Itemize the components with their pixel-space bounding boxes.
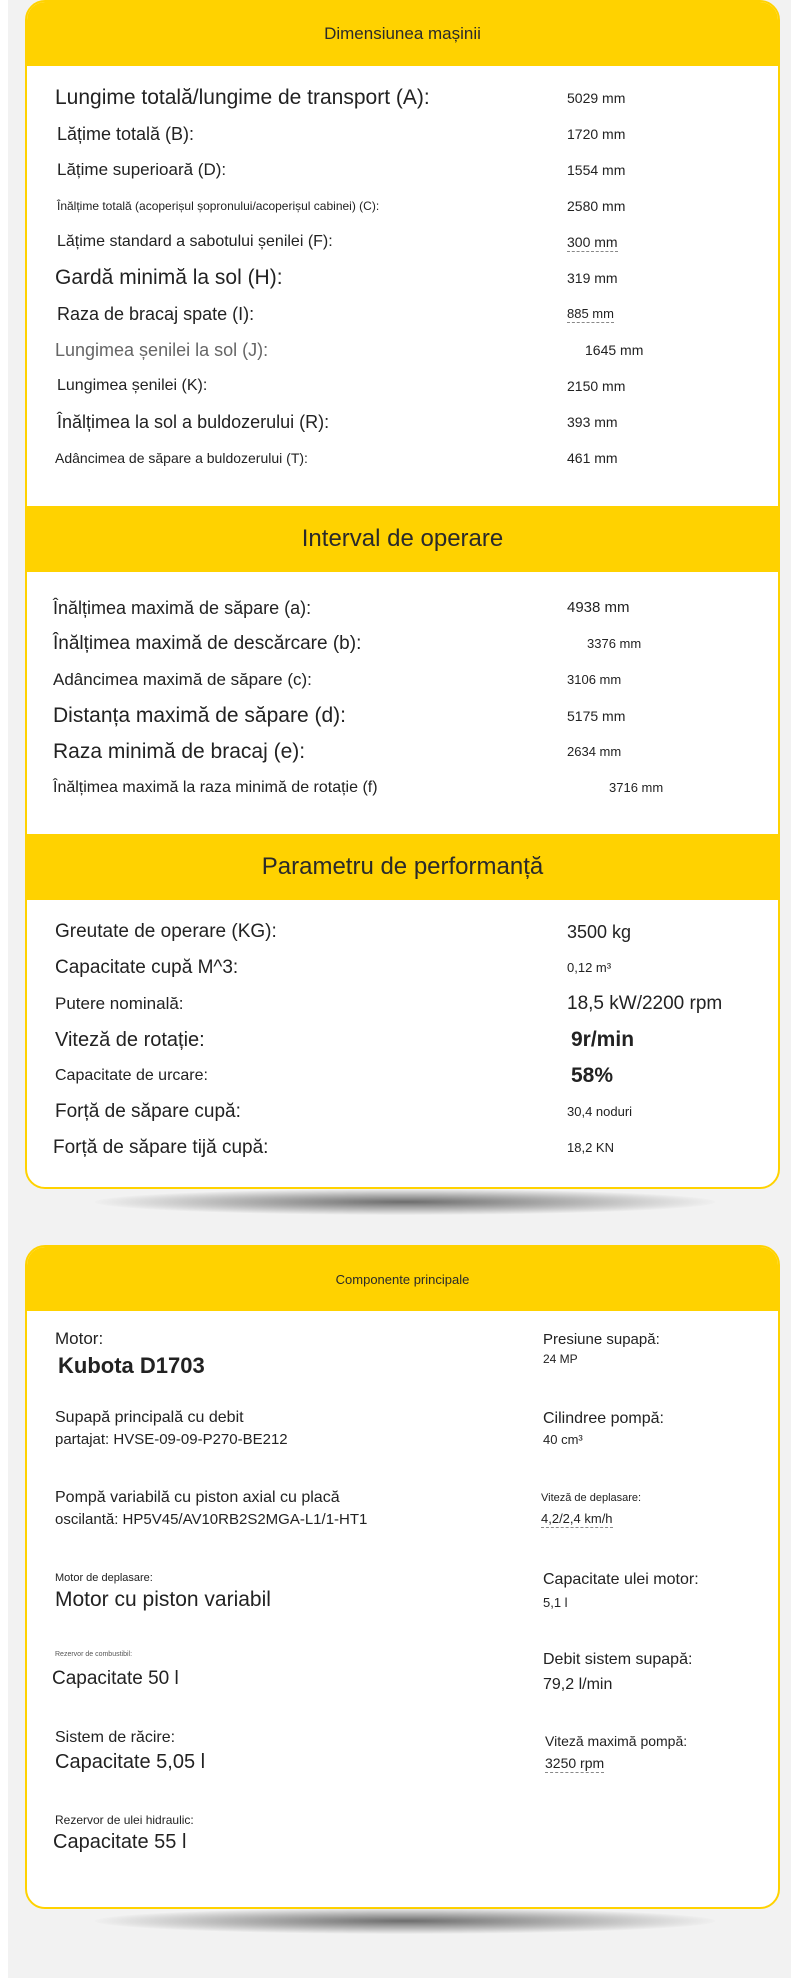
row-label: Raza de bracaj spate (I):: [57, 304, 255, 324]
row-label: Viteză de rotație:: [55, 1029, 205, 1051]
table-row: [27, 914, 778, 950]
card-shadow: [95, 1189, 715, 1215]
operating-title: Interval de operare: [301, 525, 504, 552]
row-value: 9r/min: [571, 1028, 635, 1051]
components-header: [27, 1247, 778, 1311]
component-pump: [55, 1489, 367, 1528]
component-value: Capacitate 50 l: [52, 1668, 179, 1689]
row-label: Adâncimea maximă de săpare (c):: [53, 670, 312, 689]
table-row: [27, 626, 778, 662]
table-row: [27, 440, 778, 476]
component-engine-oil: [543, 1571, 699, 1610]
component-value: 24 MP: [543, 1352, 578, 1366]
row-label: Lungimea șenilei (K):: [57, 377, 208, 394]
component-valve-flow: [543, 1651, 692, 1694]
row-value: 1645 mm: [585, 342, 644, 358]
component-caption: Capacitate ulei motor:: [543, 1571, 699, 1588]
component-caption: Rezervor de ulei hidraulic:: [55, 1813, 194, 1827]
component-caption: Rezervor de combustibil:: [55, 1651, 133, 1658]
row-value: 2150 mm: [567, 378, 626, 394]
table-row: [27, 1022, 778, 1058]
component-caption: Viteză de deplasare:: [541, 1492, 642, 1504]
component-value: 79,2 l/min: [543, 1676, 613, 1693]
row-label: Raza minimă de bracaj (e):: [53, 740, 306, 763]
row-value: 2634 mm: [567, 744, 622, 759]
row-label: Adâncimea de săpare a buldozerului (T):: [55, 450, 308, 466]
row-value: 461 mm: [567, 450, 618, 466]
row-value: 300 mm: [567, 234, 618, 250]
row-label: Lățime standard a sabotului șenilei (F):: [57, 233, 333, 250]
table-row: [27, 368, 778, 404]
row-label: Înălțimea maximă la raza minimă de rotație (f): [53, 779, 378, 796]
row-value: 3376 mm: [587, 636, 642, 651]
performance-header: [27, 834, 778, 900]
table-row: [27, 80, 778, 116]
table-row: [27, 734, 778, 770]
row-value: 30,4 noduri: [567, 1104, 633, 1119]
row-label: Înălțimea maximă de săpare (a):: [53, 598, 312, 618]
table-row: [27, 1094, 778, 1130]
table-row: [27, 332, 778, 368]
table-row: [27, 296, 778, 332]
row-label: Înălțime totală (acoperișul șopronului/acoperișul cabinei) (C):: [57, 199, 380, 213]
components-card: [25, 1245, 780, 1909]
component-value: Capacitate 55 l: [53, 1831, 187, 1853]
table-row: [27, 224, 778, 260]
table-row: [27, 260, 778, 296]
component-value: 5,1 l: [543, 1595, 568, 1610]
component-caption: Sistem de răcire:: [55, 1729, 176, 1746]
table-row: [27, 698, 778, 734]
row-value: 3106 mm: [567, 672, 622, 687]
component-value: 3250 rpm: [545, 1755, 605, 1771]
row-label: Forță de săpare tijă cupă:: [53, 1137, 269, 1158]
row-label: Distanța maximă de săpare (d):: [53, 704, 346, 727]
component-caption: Supapă principală cu debit: [55, 1409, 244, 1426]
table-row: [27, 950, 778, 986]
row-value: 58%: [571, 1064, 614, 1087]
table-row: [27, 986, 778, 1022]
row-label: Capacitate cupă M^3:: [55, 957, 239, 978]
row-value: 1720 mm: [567, 126, 626, 142]
row-label: Forță de săpare cupă:: [55, 1101, 241, 1122]
component-value: 40 cm³: [543, 1432, 583, 1447]
component-caption: Motor de deplasare:: [55, 1572, 153, 1584]
row-value: 0,12 m³: [567, 960, 612, 975]
row-value: 5029 mm: [567, 90, 626, 106]
row-label: Gardă minimă la sol (H):: [55, 266, 283, 289]
component-value: 4,2/2,4 km/h: [541, 1511, 613, 1526]
component-caption: Motor:: [55, 1329, 104, 1348]
table-row: [27, 152, 778, 188]
component-travel-speed: [541, 1492, 641, 1526]
table-row: [27, 404, 778, 440]
component-pump-displacement: [543, 1410, 664, 1447]
component-value: Capacitate 5,05 l: [55, 1751, 206, 1773]
component-main-valve: [55, 1409, 288, 1448]
row-label: Putere nominală:: [55, 994, 184, 1013]
operating-header: [27, 506, 778, 572]
row-value: 319 mm: [567, 270, 618, 286]
row-value: 4938 mm: [567, 599, 630, 616]
component-travel-motor: [55, 1572, 271, 1612]
row-label: Înălțimea la sol a buldozerului (R):: [57, 412, 330, 432]
table-row: [27, 662, 778, 698]
table-row: [27, 770, 778, 806]
row-value: 885 mm: [567, 306, 614, 321]
dimensions-title: Dimensiunea mașinii: [324, 24, 481, 43]
row-value: 2580 mm: [567, 198, 626, 214]
row-label: Lățime totală (B):: [57, 124, 195, 144]
row-value: 3716 mm: [609, 780, 664, 795]
row-value: 18,2 KN: [567, 1140, 614, 1155]
component-caption: Cilindree pompă:: [543, 1410, 664, 1427]
component-fuel-tank: [52, 1651, 179, 1690]
component-caption: Viteză maximă pompă:: [545, 1733, 688, 1749]
row-label: Capacitate de urcare:: [55, 1067, 208, 1084]
component-motor: [55, 1329, 205, 1379]
component-valve-pressure: [543, 1331, 660, 1366]
component-cooling: [55, 1729, 205, 1774]
row-label: Lățime superioară (D):: [57, 160, 227, 179]
performance-title: Parametru de performanță: [261, 853, 544, 880]
row-value: 1554 mm: [567, 162, 626, 178]
specs-card: [25, 0, 780, 1189]
component-caption: Debit sistem supapă:: [543, 1651, 693, 1668]
table-row: [27, 188, 778, 224]
component-caption: Pompă variabilă cu piston axial cu placă: [55, 1489, 340, 1506]
row-value: 393 mm: [567, 414, 618, 430]
component-pump-max-speed: [545, 1733, 687, 1771]
table-row: [27, 590, 778, 626]
table-row: [27, 1130, 778, 1166]
row-label: Lungime totală/lungime de transport (A):: [55, 86, 430, 109]
dimensions-header: [27, 2, 778, 66]
row-label: Lungimea șenilei la sol (J):: [55, 340, 269, 360]
component-value: partajat: HVSE-09-09-P270-BE212: [55, 1431, 288, 1448]
card-shadow: [95, 1908, 715, 1934]
component-hydraulic-tank: [55, 1813, 194, 1854]
row-label: Greutate de operare (KG):: [55, 921, 277, 942]
row-value: 18,5 kW/2200 rpm: [567, 993, 723, 1014]
row-value: 5175 mm: [567, 708, 626, 724]
components-title: Componente principale: [335, 1271, 470, 1287]
row-value: 3500 kg: [567, 922, 632, 942]
table-row: [27, 116, 778, 152]
component-caption: Presiune supapă:: [543, 1331, 660, 1348]
row-label: Înălțimea maximă de descărcare (b):: [53, 633, 362, 654]
component-value: Motor cu piston variabil: [55, 1588, 271, 1611]
component-value: Kubota D1703: [58, 1353, 205, 1378]
page-left-strip: [0, 0, 8, 1978]
component-value: oscilantă: HP5V45/AV10RB2S2MGA-L1/1-HT1: [55, 1511, 368, 1528]
table-row: [27, 1058, 778, 1094]
